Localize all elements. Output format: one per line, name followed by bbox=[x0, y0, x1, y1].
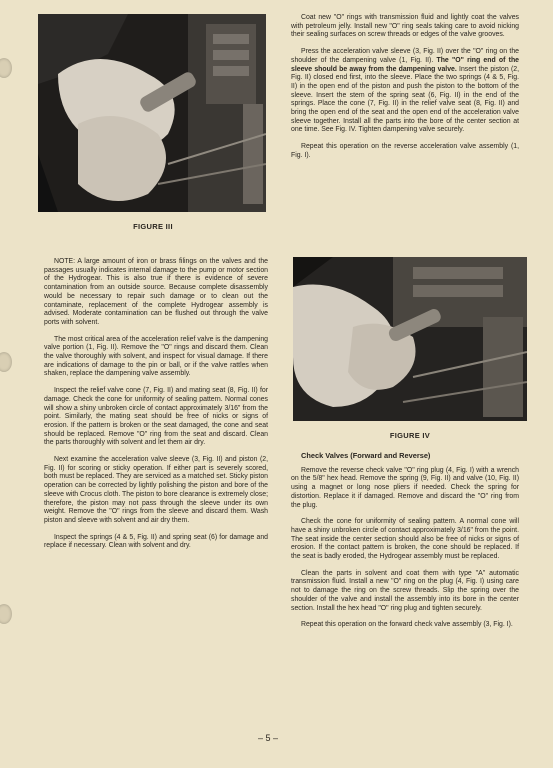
assembly-text-end: Insert the piston (2, Fig. II) closed end first, into the sleeve. Place the two springs (4 & 5, Fig. II) in the open end of the piston and push the piston to the bottom of the sleeve. Insert the stem of the spring seat (6, Fig. II) in the end of the springs. Place the cone (7, Fig. II) in the relief valve seat (8, Fig. II) and bring the open end of the seat and the open end of the acceleration valve sleeve together. Install all the parts into the bore of the center section at one time. See Fig. IV. Tighten dampening valve securely. bbox=[291, 65, 519, 134]
springs-paragraph: Inspect the springs (4 & 5, Fig. II) and spring seat (6) for damage and replace if necessary. Clean with solvent and dry. bbox=[44, 533, 268, 550]
dampening-valve-paragraph: The most critical area of the acceleration relief valve is the dampening valve portion (1, Fig. II). Remove the "O" rings and discard them. Clean the valve thoroughly with solvent, and inspect for visual damage. If there are indications of damage to the pin or ball, or if the valve rattles when shaken, replace the dampening valve assembly. bbox=[44, 335, 268, 378]
assembly-paragraph bbox=[291, 48, 519, 135]
repeat-forward-paragraph: Repeat this operation on the forward check valve assembly (3, Fig. I). bbox=[301, 621, 513, 629]
page-number: – 5 – bbox=[258, 733, 279, 743]
figure-iii-photo bbox=[38, 14, 266, 212]
clean-parts-paragraph: Clean the parts in solvent and coat them with type "A" automatic transmission fluid. Install a new "O" ring on the plug (4, Fig. I) using care not to damage the ring on the screw threads. Slip the spring over the shoulder of the valve and install the assembly into its bore in the center section. Install the hex head "O" ring plug and tighten securely. bbox=[291, 569, 519, 612]
right-column-bottom bbox=[291, 452, 519, 638]
left-column bbox=[44, 258, 268, 559]
relief-valve-cone-paragraph: Inspect the relief valve cone (7, Fig. II) and mating seat (8, Fig. II) for damage. Check the cone for uniformity of sealing pattern. Normal cones will show a shiny unbroken circle of contact approximately 3/16" from the point. Similarly, the mating seat should be free of nicks or signs of erosion. If the pattern is broken or the seat damaged, the cone and seat should be replaced. Remove "O" ring from the seat and discard. Clean the parts thoroughly with solvent and let them air dry. bbox=[44, 387, 268, 447]
repeat-reverse-paragraph: Repeat this operation on the reverse acceleration valve assembly (1, Fig. I). bbox=[291, 143, 519, 159]
figure-iv-caption: FIGURE IV bbox=[389, 431, 431, 440]
sleeve-piston-paragraph: Next examine the acceleration valve sleeve (3, Fig. II) and piston (2, Fig. II) for scoring or sticky operation. If either part is severely scored, both must be replaced. They are serviced as a matched set. Sticky piston operation can be corrected by lightly polishing the piston and bore of the sleeve with Crocus cloth. The piston to bore clearance is extremely close; therefore, the piston may not pass through the sleeve under its own weight. Remove the "O" rings from the sleeve and discard them. Wash piston and sleeve with solvent and air dry them. bbox=[44, 456, 268, 524]
note-paragraph: NOTE: A large amount of iron or brass filings on the valves and the passages usually indicates internal damage to the pump or motor section of the Hydrogear. This is also true if there is evidence of severe contamination from an outside source. Because complete disassembly would be necessary to repair such damage or to clean out the contaminate, replacement of the complete Hydrogear assembly is advised. Moderate contamination can be flushed out through the valve ports with solvent. bbox=[44, 258, 268, 326]
check-cone-paragraph: Check the cone for uniformity of sealing pattern. A normal cone will have a shiny unbroken circle of contact approximately 3/16" from the point. The seat inside the center section should also be free of nicks or signs of erosion. If the contact pattern is broken, the cone should be replaced. If the seat is badly eroded, the Hydrogear assembly must be replaced. bbox=[291, 518, 519, 561]
figure-iv-photo bbox=[293, 257, 527, 421]
assembly-text-start: Press the acceleration valve sleeve (3, Fig. II) over the "O" ring on the shoulder of the dampening valve (1, Fig. II). bbox=[291, 48, 519, 64]
binder-hole bbox=[0, 58, 12, 78]
right-column-top bbox=[291, 14, 519, 169]
binder-hole bbox=[0, 352, 12, 372]
remove-check-valve-paragraph: Remove the reverse check valve "O" ring plug (4, Fig. I) with a wrench on the 5/8" hex head. Remove the spring (9, Fig. II) and valve (10, Fig. II) using a magnet or long nose pliers if needed. Check the spring for distortion. Replace it if damaged. Remove and discard the "O" ring from the plug. bbox=[291, 466, 519, 509]
binder-hole bbox=[0, 604, 12, 624]
figure-iii-caption: FIGURE III bbox=[133, 222, 173, 231]
assembly-bold-text: The "O" ring end of the sleeve should be away from the dampening valve. bbox=[291, 56, 519, 73]
check-valves-heading: Check Valves (Forward and Reverse) bbox=[301, 451, 431, 460]
coat-o-rings-paragraph: Coat new "O" rings with transmission fluid and lightly coat the valves with petroleum jelly. Install new "O" ring seals taking care to avoid nicking their sealing surfaces on screw threads or edges of the valve grooves. bbox=[291, 14, 519, 39]
